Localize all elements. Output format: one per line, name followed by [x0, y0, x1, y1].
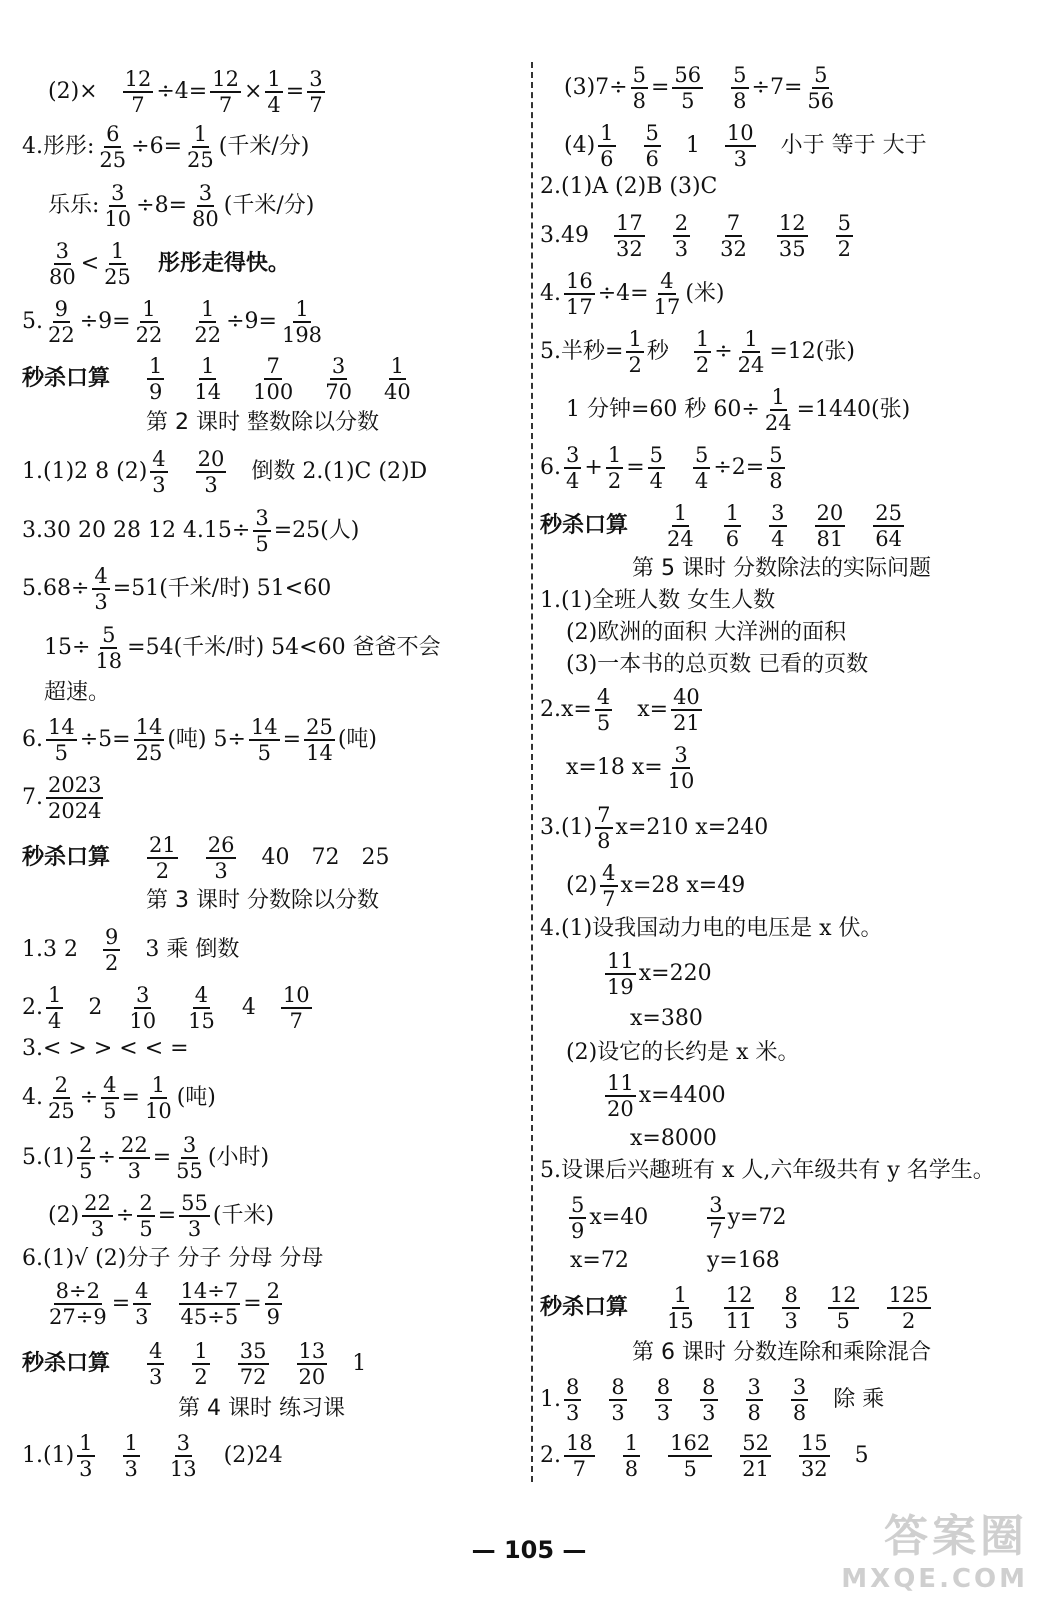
fraction: $\frac{5}{8}$ [733, 63, 747, 114]
answer-line: x=8000 [630, 1126, 717, 1151]
answer-line: $\frac{11}{19}$ x=220 [607, 949, 712, 1000]
answer-line: 5.68÷ $\frac{4}{3}$ =51(千米/时) 51<60 [22, 564, 332, 615]
fraction: $\frac{1}{22}$ [194, 297, 222, 348]
fraction: $\frac{1}{4}$ [48, 983, 62, 1034]
fraction: $\frac{3}{8}$ [792, 1375, 807, 1426]
fraction: $\frac{22}{3}$ [84, 1191, 111, 1242]
fraction: $\frac{1}{198}$ [281, 297, 323, 348]
fraction: $\frac{5}{8}$ [632, 63, 646, 114]
fraction: $\frac{162}{5}$ [670, 1431, 711, 1482]
page-number: — 105 — [471, 1536, 587, 1564]
lesson-heading: 第 5 课时 分数除法的实际问题 [632, 556, 931, 581]
fraction: $\frac{1}{22}$ [135, 297, 163, 348]
answer-line: 5. $\frac{9}{22}$ ÷9= $\frac{1}{22}$ $\frac{1}{22}$ ÷9= $\frac{1}{198}$ [22, 297, 323, 348]
fraction: $\frac{2}{5}$ [139, 1191, 153, 1242]
fraction: $\frac{1}{2}$ [607, 443, 622, 494]
answer-line: 2. $\frac{18}{7}$ $\frac{1}{8}$ $\frac{162}{5}$ $\frac{52}{21}$ $\frac{15}{32}$ 5 [540, 1431, 869, 1482]
fraction: $\frac{1}{40}$ [383, 354, 411, 405]
answer-line: 超速。 [44, 680, 111, 705]
fraction: $\frac{5}{18}$ [95, 623, 123, 674]
answer-line: 6. $\frac{14}{5}$ ÷5= $\frac{14}{25}$ (吨) 5÷ $\frac{14}{5}$ = $\frac{25}{14}$ (吨) [22, 715, 378, 766]
fraction: $\frac{35}{72}$ [239, 1339, 267, 1390]
answer-line: 5.半秒= $\frac{1}{2}$ 秒 $\frac{1}{2}$ ÷ $\frac{1}{24}$ =12(张) [540, 327, 855, 378]
fraction: $\frac{2}{9}$ [266, 1279, 280, 1330]
answer-line: 2.(1)A (2)B (3)C [540, 174, 718, 199]
answer-line: $\frac{5}{9}$ x=40 $\frac{3}{7}$ y=72 [571, 1193, 787, 1244]
answer-line: 5.(1) $\frac{2}{5}$ ÷ $\frac{22}{3}$ = $\frac{3}{55}$ (小时) [22, 1133, 270, 1184]
fraction: $\frac{5}{2}$ [837, 211, 851, 262]
fraction: $\frac{1}{25}$ [187, 122, 214, 173]
lesson-heading: 第 6 课时 分数连除和乘除混合 [632, 1340, 931, 1365]
fraction: $\frac{21}{2}$ [149, 833, 176, 884]
answer-line: 4. $\frac{16}{17}$ ÷4= $\frac{4}{17}$ (米) [540, 269, 725, 320]
fraction: $\frac{20}{3}$ [197, 447, 225, 498]
fraction: $\frac{1}{4}$ [267, 67, 281, 118]
fraction: $\frac{4}{5}$ [596, 685, 611, 736]
answer-line: 乐乐: $\frac{3}{10}$ ÷8= $\frac{3}{80}$ (千米/分) [48, 181, 315, 232]
answer-line: 1.(1)2 8 (2) $\frac{4}{3}$ $\frac{20}{3}$ 倒数 2.(1)C (2)D [22, 447, 428, 498]
answer-line: (4) $\frac{1}{6}$ $\frac{5}{6}$ 1 $\frac{10}{3}$ 小于 等于 大于 [564, 121, 927, 172]
fraction: $\frac{1}{14}$ [194, 354, 222, 405]
fraction: $\frac{1}{2}$ [695, 327, 710, 378]
fraction: $\frac{40}{21}$ [673, 685, 700, 736]
answer-line: 15÷ $\frac{5}{18}$ =54(千米/时) 54<60 爸爸不会 [44, 623, 441, 674]
fraction: $\frac{5}{9}$ [571, 1193, 585, 1244]
fraction: $\frac{8}{3}$ [566, 1375, 580, 1426]
answer-line: x=18 x= $\frac{3}{10}$ [566, 743, 695, 794]
mental-math-line: 秒杀口算 $\frac{1}{15}$ $\frac{12}{11}$ $\frac{8}{3}$ $\frac{12}{5}$ $\frac{125}{2}$ [540, 1283, 929, 1334]
fraction: $\frac{4}{3}$ [152, 447, 166, 498]
answer-line: (2)设它的长约是 x 米。 [566, 1040, 800, 1065]
answer-line: 6.(1)√ (2)分子 分子 分母 分母 [22, 1246, 324, 1271]
answer-line: (3)一本书的总页数 已看的页数 [566, 652, 869, 677]
fraction: $\frac{4}{17}$ [653, 269, 681, 320]
fraction: $\frac{2}{3}$ [674, 211, 689, 262]
fraction: $\frac{4}{7}$ [602, 861, 616, 912]
fraction: $\frac{9}{22}$ [48, 297, 75, 348]
fraction: $\frac{16}{17}$ [566, 269, 593, 320]
lesson-heading: 第 2 课时 整数除以分数 [146, 410, 379, 435]
fraction: $\frac{1}{15}$ [667, 1283, 694, 1334]
fraction: $\frac{3}{70}$ [325, 354, 352, 405]
fraction: $\frac{8}{3}$ [656, 1375, 671, 1426]
fraction: $\frac{4}{5}$ [103, 1073, 117, 1124]
fraction: $\frac{5}{8}$ [769, 443, 783, 494]
answer-line: 1.(1) $\frac{1}{3}$ $\frac{1}{3}$ $\frac{3}{13}$ (2)24 [22, 1431, 283, 1482]
fraction: $\frac{8}{3}$ [702, 1375, 716, 1426]
answer-line: 7. $\frac{2023}{2024}$ [22, 773, 102, 824]
fraction: $\frac{10}{7}$ [282, 983, 310, 1034]
mental-math-line: 秒杀口算 $\frac{21}{2}$ $\frac{26}{3}$ 40 72 25 [22, 833, 390, 884]
fraction: $\frac{20}{81}$ [816, 501, 844, 552]
fraction: $\frac{17}{32}$ [615, 211, 643, 262]
fraction: $\frac{3}{10}$ [129, 983, 157, 1034]
fraction: $\frac{22}{3}$ [120, 1133, 148, 1184]
fraction: $\frac{7}{100}$ [253, 354, 294, 405]
answer-line: $\frac{3}{80}$ < $\frac{1}{25}$ 彤彤走得快。 [49, 239, 290, 290]
fraction: $\frac{1}{24}$ [764, 385, 792, 436]
answer-line: 2. $\frac{1}{4}$ 2 $\frac{3}{10}$ $\frac{4}{15}$ 4 $\frac{10}{7}$ [22, 983, 310, 1034]
answer-line: 6. $\frac{3}{4}$ + $\frac{1}{2}$ = $\frac{5}{4}$ $\frac{5}{4}$ ÷2= $\frac{5}{8}$ [540, 443, 783, 494]
fraction: $\frac{25}{14}$ [306, 715, 333, 766]
fraction: $\frac{11}{19}$ [607, 949, 634, 1000]
fraction: $\frac{3}{4}$ [566, 443, 580, 494]
column-divider [531, 62, 533, 1482]
fraction: $\frac{8}{3}$ [611, 1375, 625, 1426]
answer-line: (2) $\frac{22}{3}$ ÷ $\frac{2}{5}$ = $\frac{55}{3}$ (千米) [48, 1191, 275, 1242]
fraction: $\frac{1}{24}$ [737, 327, 765, 378]
fraction: $\frac{14}{25}$ [135, 715, 163, 766]
fraction: $\frac{7}{32}$ [720, 211, 747, 262]
fraction: $\frac{1}{2}$ [628, 327, 642, 378]
answer-line: 3.49 $\frac{17}{32}$ $\frac{2}{3}$ $\frac{7}{32}$ $\frac{12}{35}$ $\frac{5}{2}$ [540, 211, 851, 262]
answer-line: 4. $\frac{2}{25}$ ÷ $\frac{4}{5}$ = $\frac{1}{10}$ (吨) [22, 1073, 216, 1124]
fraction: $\frac{9}{2}$ [104, 925, 119, 976]
answer-line: (2)× $\frac{12}{7}$ ÷4= $\frac{12}{7}$ × $\frac{1}{4}$ = $\frac{3}{7}$ [48, 67, 323, 118]
answer-line: (2) $\frac{4}{7}$ x=28 x=49 [566, 861, 746, 912]
fraction: $\frac{14\div 7}{45\div 5}$ [180, 1279, 239, 1330]
fraction: $\frac{3}{80}$ [192, 181, 219, 232]
fraction: $\frac{4}{3}$ [149, 1339, 163, 1390]
fraction: $\frac{18}{7}$ [566, 1431, 593, 1482]
answer-line: 5.设课后兴趣班有 x 人,六年级共有 y 名学生。 [540, 1158, 995, 1183]
fraction: $\frac{10}{3}$ [726, 121, 754, 172]
fraction: $\frac{2023}{2024}$ [48, 773, 102, 824]
fraction: $\frac{1}{2}$ [194, 1339, 208, 1390]
fraction: $\frac{5}{4}$ [695, 443, 709, 494]
fraction: $\frac{1}{8}$ [624, 1431, 639, 1482]
answer-line: 4.(1)设我国动力电的电压是 x 伏。 [540, 916, 883, 941]
fraction: $\frac{8\div 2}{27\div 9}$ [49, 1279, 107, 1330]
answer-line: $\frac{8\div 2}{27\div 9}$ = $\frac{4}{3}$ $\frac{14\div 7}{45\div 5}$ = $\frac{2}{9}$ [49, 1279, 280, 1330]
answer-line: 1.3 2 $\frac{9}{2}$ 3 乘 倒数 [22, 925, 240, 976]
fraction: $\frac{2}{5}$ [79, 1133, 93, 1184]
answer-line: 4.彤彤: $\frac{6}{25}$ ÷6= $\frac{1}{25}$ (千米/分) [22, 122, 310, 173]
fraction: $\frac{3}{10}$ [104, 181, 132, 232]
answer-line: 1. $\frac{8}{3}$ $\frac{8}{3}$ $\frac{8}{3}$ $\frac{8}{3}$ $\frac{3}{8}$ $\frac{3}{8}$ 除 乘 [540, 1375, 885, 1426]
fraction: $\frac{12}{35}$ [778, 211, 806, 262]
fraction: $\frac{6}{25}$ [99, 122, 127, 173]
fraction: $\frac{1}{25}$ [104, 239, 131, 290]
fraction: $\frac{5}{56}$ [807, 63, 835, 114]
fraction: $\frac{12}{11}$ [725, 1283, 753, 1334]
answer-line: 3.30 20 28 12 4.15÷ $\frac{3}{5}$ =25(人) [22, 506, 360, 557]
fraction: $\frac{3}{5}$ [255, 506, 269, 557]
fraction: $\frac{1}{3}$ [79, 1431, 93, 1482]
mental-math-line: 秒杀口算 $\frac{4}{3}$ $\frac{1}{2}$ $\frac{35}{72}$ $\frac{13}{20}$ 1 [22, 1339, 367, 1390]
fraction: $\frac{3}{80}$ [49, 239, 76, 290]
answer-line: (2)欧洲的面积 大洋洲的面积 [566, 620, 847, 645]
fraction: $\frac{3}{7}$ [309, 67, 323, 118]
answer-line: 2.x= $\frac{4}{5}$ x= $\frac{40}{21}$ [540, 685, 700, 736]
fraction: $\frac{3}{7}$ [709, 1193, 723, 1244]
fraction: $\frac{4}{3}$ [94, 564, 108, 615]
answer-line: 1 分钟=60 秒 60÷ $\frac{1}{24}$ =1440(张) [566, 385, 911, 436]
fraction: $\frac{5}{6}$ [645, 121, 659, 172]
answer-line: $\frac{11}{20}$ x=4400 [607, 1071, 726, 1122]
answer-line: x=72 y=168 [570, 1248, 780, 1273]
fraction: $\frac{7}{8}$ [597, 803, 611, 854]
fraction: $\frac{1}{24}$ [667, 501, 694, 552]
fraction: $\frac{55}{3}$ [181, 1191, 208, 1242]
fraction: $\frac{125}{2}$ [888, 1283, 929, 1334]
fraction: $\frac{52}{21}$ [742, 1431, 769, 1482]
fraction: $\frac{4}{15}$ [188, 983, 215, 1034]
fraction: $\frac{14}{5}$ [48, 715, 75, 766]
fraction: $\frac{8}{3}$ [784, 1283, 798, 1334]
fraction: $\frac{1}{10}$ [144, 1073, 172, 1124]
fraction: $\frac{13}{20}$ [298, 1339, 326, 1390]
fraction: $\frac{12}{5}$ [829, 1283, 857, 1334]
fraction: $\frac{1}{9}$ [149, 354, 163, 405]
mental-math-line: 秒杀口算 $\frac{1}{24}$ $\frac{1}{6}$ $\frac{3}{4}$ $\frac{20}{81}$ $\frac{25}{64}$ [540, 501, 902, 552]
fraction: $\frac{2}{25}$ [48, 1073, 75, 1124]
fraction: $\frac{3}{10}$ [667, 743, 695, 794]
fraction: $\frac{3}{13}$ [169, 1431, 197, 1482]
mental-math-line: 秒杀口算 $\frac{1}{9}$ $\frac{1}{14}$ $\frac{7}{100}$ $\frac{3}{70}$ $\frac{1}{40}$ [22, 354, 411, 405]
right-column [534, 0, 1058, 1600]
fraction: $\frac{3}{55}$ [176, 1133, 203, 1184]
answer-line: 3.(1) $\frac{7}{8}$ x=210 x=240 [540, 803, 769, 854]
fraction: $\frac{3}{4}$ [771, 501, 785, 552]
lesson-heading: 第 3 课时 分数除以分数 [146, 888, 379, 913]
fraction: $\frac{1}{6}$ [725, 501, 740, 552]
fraction: $\frac{3}{8}$ [747, 1375, 761, 1426]
fraction: $\frac{12}{7}$ [124, 67, 152, 118]
lesson-heading: 第 4 课时 练习课 [178, 1396, 345, 1421]
watermark: 答案圈 MXQE.COM [841, 1511, 1028, 1594]
answer-line: 1.(1)全班人数 女生人数 [540, 588, 776, 613]
fraction: $\frac{14}{5}$ [250, 715, 278, 766]
fraction: $\frac{4}{3}$ [135, 1279, 149, 1330]
fraction: $\frac{26}{3}$ [207, 833, 235, 884]
fraction: $\frac{25}{64}$ [875, 501, 902, 552]
answer-line: 3.< > > < < = [22, 1036, 189, 1061]
fraction: $\frac{5}{4}$ [649, 443, 663, 494]
fraction: $\frac{56}{5}$ [674, 63, 702, 114]
answer-line: x=380 [630, 1006, 703, 1031]
fraction: $\frac{1}{3}$ [124, 1431, 138, 1482]
fraction: $\frac{15}{32}$ [800, 1431, 828, 1482]
answer-line: (3)7÷ $\frac{5}{8}$ = $\frac{56}{5}$ $\frac{5}{8}$ ÷7= $\frac{5}{56}$ [564, 63, 835, 114]
fraction: $\frac{12}{7}$ [212, 67, 239, 118]
fraction: $\frac{1}{6}$ [600, 121, 614, 172]
fraction: $\frac{11}{20}$ [607, 1071, 634, 1122]
